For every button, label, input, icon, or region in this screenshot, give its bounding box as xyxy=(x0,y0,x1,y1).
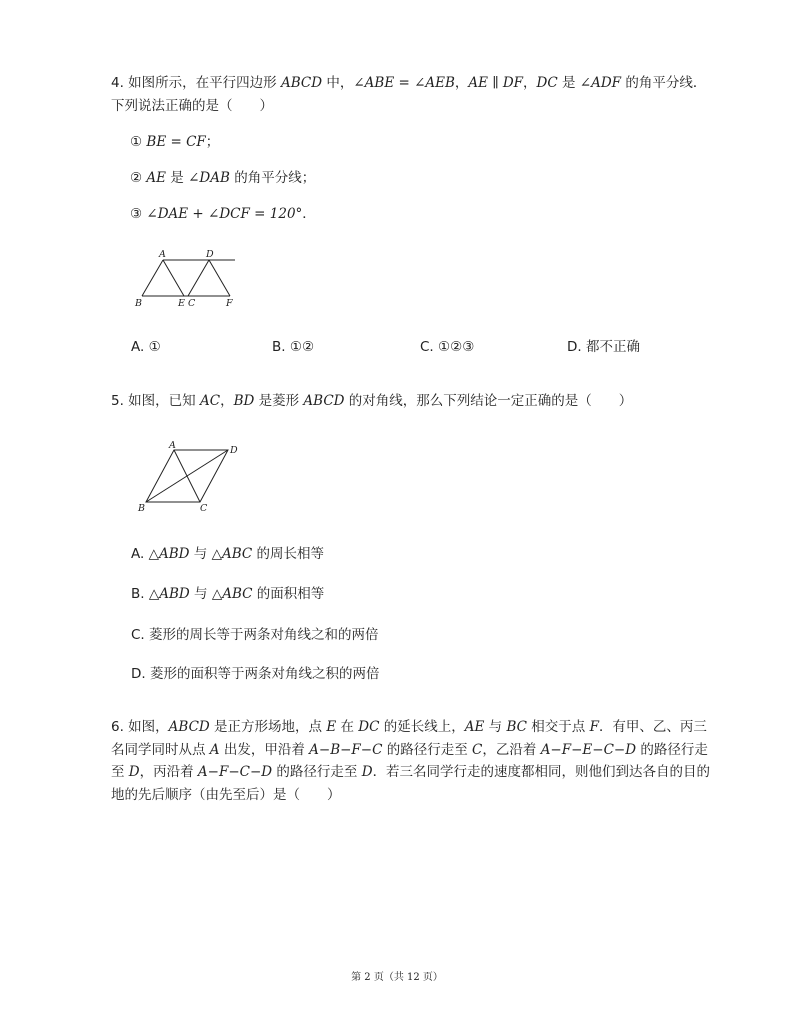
q4-option-a[interactable]: A. ① xyxy=(131,339,161,355)
text-run: 的路径行走至 xyxy=(272,764,362,780)
text-run: ．若三名同学行走的速度都相同，则他们到达各自的目的地的先后顺序（由先至后）是（ ） xyxy=(111,764,711,803)
q4-line-dc xyxy=(188,260,209,296)
q4-option-c[interactable]: C. ①②③ xyxy=(420,339,475,355)
math-expression: A xyxy=(209,741,220,758)
q5-label-b: B xyxy=(138,503,145,514)
text-run: 是 xyxy=(557,75,580,91)
text-run: ．有甲、乙、丙三名同学同时从点 xyxy=(111,719,707,758)
text-run: A. xyxy=(131,546,149,562)
text-run: ① xyxy=(130,134,147,150)
text-run: 是 xyxy=(166,170,189,186)
text-run: 的路径行走至 xyxy=(382,741,473,758)
math-expression: ABCD xyxy=(280,75,323,91)
text-run: 的面积相等 xyxy=(252,586,325,602)
text-run: ， xyxy=(523,75,537,91)
q5-label-d: D xyxy=(230,445,238,456)
q5-label-c: C xyxy=(200,503,208,514)
math-expression: D xyxy=(361,764,373,780)
q5-rhombus-figure xyxy=(134,438,244,514)
q5-option-b[interactable] xyxy=(131,584,324,604)
text-run: ③ xyxy=(130,206,147,222)
text-run: ； xyxy=(205,134,220,150)
text-run: 4. 如图所示，在平行四边形 xyxy=(111,75,281,91)
text-run: 是菱形 xyxy=(254,393,304,409)
text-run: 出发，甲沿着 xyxy=(219,741,310,758)
text-run: 与 xyxy=(189,586,212,602)
math-expression: A−B−F−C xyxy=(309,741,383,758)
q4-label-b: B xyxy=(135,298,142,309)
math-expression: △ABC xyxy=(211,546,253,562)
math-expression: AC xyxy=(199,393,221,409)
q4-statement-2 xyxy=(130,168,315,188)
text-run: 与 xyxy=(484,719,507,735)
math-expression: A−F−C−D xyxy=(197,764,273,780)
q5-option-d[interactable] xyxy=(131,664,379,684)
text-run: 在 xyxy=(336,719,359,735)
text-run: 的周长相等 xyxy=(252,546,325,562)
math-expression: ∠ADF xyxy=(579,75,622,91)
text-run: 相交于点 xyxy=(526,719,590,735)
math-expression: ∠DAE + ∠DCF = 120° xyxy=(146,206,303,222)
q5-diagonal-bd xyxy=(146,450,228,502)
q4-line-df xyxy=(209,260,230,296)
math-expression: ABCD xyxy=(168,719,210,735)
q5-option-c[interactable] xyxy=(131,625,379,645)
text-run: 的路径行走至 xyxy=(111,741,708,780)
q4-label-a: A xyxy=(159,249,166,260)
text-run: 中， xyxy=(322,75,354,91)
q4-line-ab xyxy=(142,260,163,296)
text-run: ， xyxy=(220,393,234,409)
math-expression: BD xyxy=(233,393,255,409)
math-expression: BE = CF xyxy=(146,134,206,150)
math-expression: ∠ABE = ∠AEB xyxy=(353,75,455,91)
text-run: ． xyxy=(302,206,316,222)
q5-option-a[interactable] xyxy=(131,544,324,564)
q4-label-ec: E C xyxy=(178,298,196,309)
text-run: 的角平分线； xyxy=(229,170,316,186)
math-expression: E xyxy=(326,719,337,735)
text-run: 是正方形场地，点 xyxy=(209,719,327,735)
math-expression: △ABD xyxy=(148,546,190,562)
math-expression: C xyxy=(472,741,483,758)
math-expression: ∠DAB xyxy=(188,170,230,186)
q4-parallelogram-figure xyxy=(130,248,245,312)
math-expression: △ABD xyxy=(148,586,190,602)
text-run: ，丙沿着 xyxy=(139,764,198,780)
page-footer: 第 2 页（共 12 页） xyxy=(351,972,443,983)
text-run: 的对角线，那么下列结论一定正确的是（ ） xyxy=(344,393,633,409)
math-expression: AE xyxy=(464,719,485,735)
math-expression: DC xyxy=(358,719,380,735)
math-expression: D xyxy=(128,764,140,780)
text-run: D. 菱形的面积等于两条对角线之积的两倍 xyxy=(131,666,380,682)
math-expression: BC xyxy=(506,719,527,735)
q4-label-f: F xyxy=(226,298,233,309)
text-run: C. 菱形的周长等于两条对角线之和的两倍 xyxy=(131,627,379,643)
math-expression: AE xyxy=(146,170,167,186)
text-run: 的角平分线．下列说法正确的是（ ） xyxy=(111,75,707,114)
text-run: 的延长线上， xyxy=(379,719,465,735)
q5-stem xyxy=(111,390,711,413)
q4-option-b[interactable]: B. ①② xyxy=(272,339,315,355)
q4-label-d: D xyxy=(206,249,214,260)
math-expression: A−F−E−C−D xyxy=(540,741,637,758)
q5-label-a: A xyxy=(169,440,176,451)
q4-option-d[interactable]: D. 都不正确 xyxy=(567,339,640,355)
math-expression: △ABC xyxy=(211,586,253,602)
q6-stem xyxy=(111,716,711,806)
math-expression: F xyxy=(589,719,599,735)
math-expression: ABCD xyxy=(303,393,345,409)
text-run: B. xyxy=(131,586,149,602)
math-expression: DC xyxy=(536,75,558,91)
text-run: ② xyxy=(130,170,147,186)
q4-line-ae xyxy=(163,260,184,296)
text-run: 与 xyxy=(189,546,212,562)
text-run: ，乙沿着 xyxy=(482,741,541,758)
text-run: 6. 如图， xyxy=(111,719,169,735)
math-expression: AE ∥ DF xyxy=(468,75,524,91)
q4-statement-3 xyxy=(130,204,316,224)
q4-stem xyxy=(111,72,711,117)
q4-statement-1 xyxy=(130,132,219,152)
text-run: 5. 如图，已知 xyxy=(111,393,200,409)
text-run: ， xyxy=(454,75,469,91)
